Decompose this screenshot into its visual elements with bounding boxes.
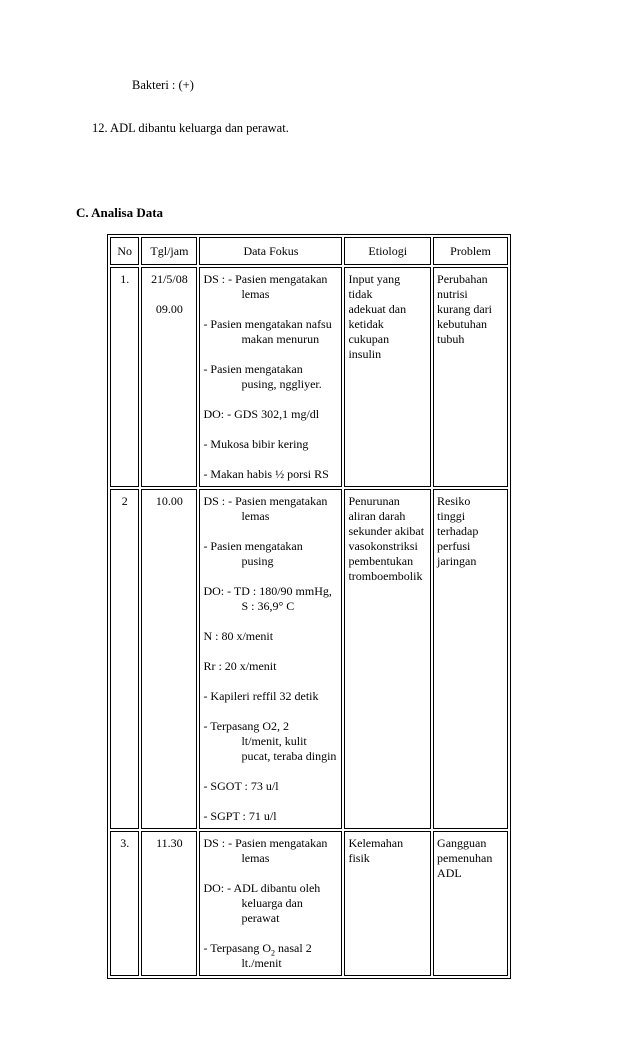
- fokus-item: DO: - ADL dibantu oleh keluarga dan perawat: [203, 881, 321, 925]
- header-no: No: [110, 237, 139, 265]
- cell-data-fokus: [199, 831, 342, 976]
- fokus-item: DS : - Pasien mengatakan lemas: [203, 494, 328, 523]
- fokus-item: DS : - Pasien mengatakan lemas: [203, 272, 328, 301]
- table-row: [110, 831, 508, 976]
- cell-date: 21/5/08: [151, 272, 188, 286]
- cell-data-fokus: [199, 267, 342, 487]
- cell-problem: Perubahan nutrisi kurang dari kebutuhan tubuh: [433, 267, 508, 487]
- fokus-item: - SGOT : 73 u/l: [203, 779, 279, 793]
- cell-etiologi: Kelemahan fisik: [344, 831, 431, 976]
- header-data-fokus: Data Fokus: [199, 237, 342, 265]
- cell-no: 3.: [110, 831, 139, 976]
- analisa-data-table: [107, 234, 511, 979]
- section-title: C. Analisa Data: [76, 205, 164, 220]
- header-etiologi: Etiologi: [344, 237, 431, 265]
- cell-etiologi: Penurunan aliran darah sekunder akibat vasokonstriksi pembentukan tromboembolik: [344, 489, 431, 829]
- cell-etiologi: Input yang tidak adekuat dan ketidak cukupan insulin: [344, 267, 431, 487]
- fokus-item: - Terpasang O2, 2 lt/menit, kulit pucat, teraba dingin: [203, 719, 337, 763]
- fokus-item: - Pasien mengatakan nafsu makan menurun: [203, 317, 332, 346]
- fokus-item: - Mukosa bibir kering: [203, 437, 309, 451]
- adl-note: 12. ADL dibantu keluarga dan perawat.: [92, 121, 289, 135]
- cell-data-fokus: [199, 489, 342, 829]
- cell-no: 1.: [110, 267, 139, 487]
- cell-no: 2: [110, 489, 139, 829]
- cell-problem: Resiko tinggi terhadap perfusi jaringan: [433, 489, 508, 829]
- fokus-item: - Terpasang $O_2$ nasal 2 lt./menit: [203, 941, 312, 970]
- bakteri-result: Bakteri : (+): [132, 78, 194, 92]
- cell-time: 09.00: [155, 302, 183, 316]
- fokus-item: - SGPT : 71 u/l: [203, 809, 277, 823]
- header-tgl-jam: Tgl/jam: [141, 237, 197, 265]
- header-problem: Problem: [433, 237, 508, 265]
- cell-tgl-jam: 10.00: [141, 489, 197, 829]
- fokus-item: Rr : 20 x/menit: [203, 659, 277, 673]
- fokus-item: - Pasien mengatakan pusing: [203, 539, 303, 568]
- fokus-item: N : 80 x/menit: [203, 629, 274, 643]
- cell-tgl-jam: 11.30: [141, 831, 197, 976]
- fokus-item: - Pasien mengatakan pusing, nggliyer.: [203, 362, 322, 391]
- cell-problem: Gangguan pemenuhan ADL: [433, 831, 508, 976]
- table-row: [110, 489, 508, 829]
- table-row: [110, 267, 508, 487]
- fokus-item: - Kapileri reffil 32 detik: [203, 689, 319, 703]
- fokus-item: DO: - GDS 302,1 mg/dl: [203, 407, 320, 421]
- cell-tgl-jam: [141, 267, 197, 487]
- fokus-item: DO: - TD : 180/90 mmHg, S : 36,9° C: [203, 584, 332, 613]
- fokus-item: - Makan habis ½ porsi RS: [203, 467, 329, 481]
- table-header-row: [110, 237, 508, 265]
- fokus-item: DS : - Pasien mengatakan lemas: [203, 836, 328, 865]
